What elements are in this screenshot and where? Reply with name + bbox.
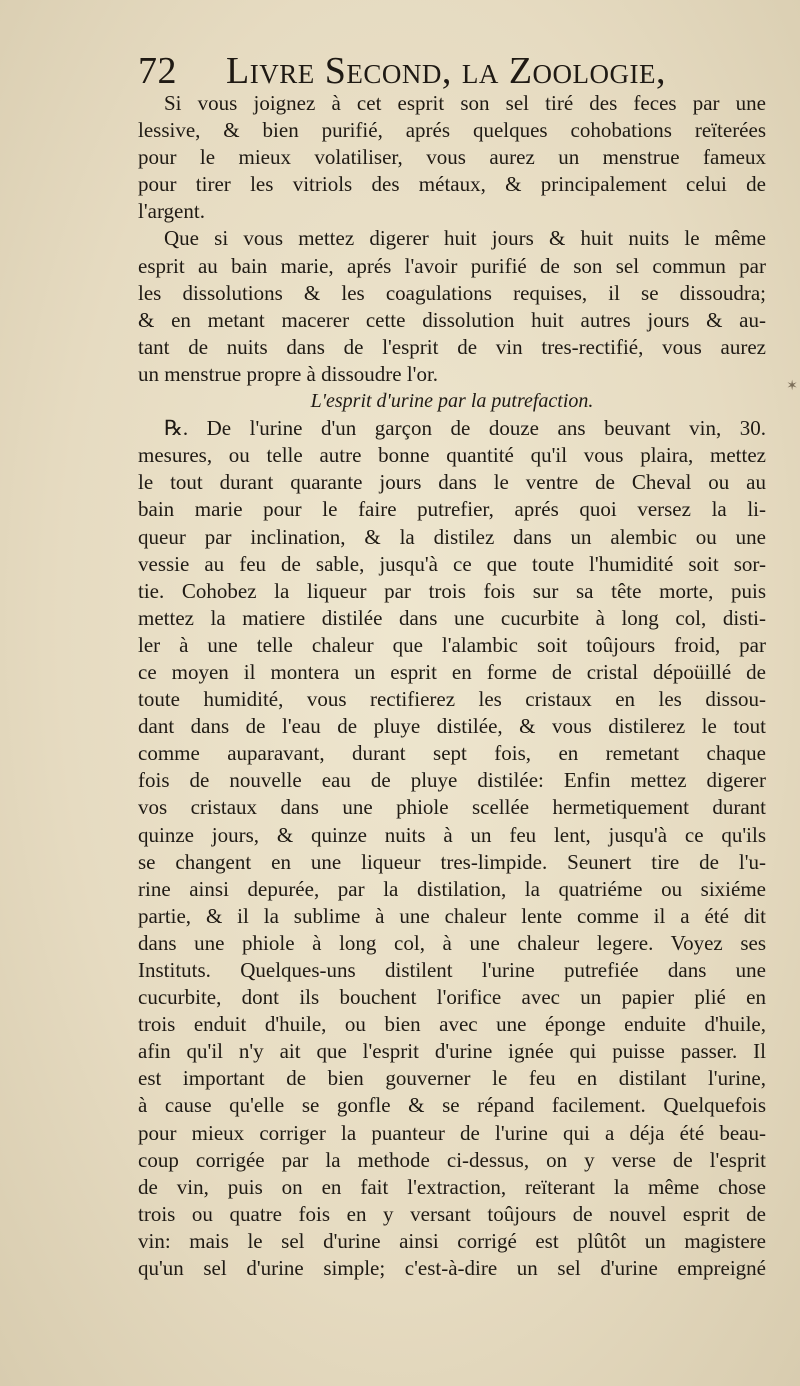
section-heading: L'esprit d'urine par la putrefaction. — [310, 390, 594, 413]
text-line: vessie au feu de sable, jusqu'à ce que toute l'humidité soit sor- — [138, 551, 766, 576]
text-line: pour tirer les vitriols des métaux, & principalement celui de — [138, 172, 766, 197]
text-line: à cause qu'elle se gonfle & se répand facilement. Quelquefois — [138, 1093, 766, 1118]
text-line: de vin, puis on en fait l'extraction, reïterant la même chose — [138, 1174, 766, 1199]
text-line: toute humidité, vous rectifierez les cristaux en les dissou- — [138, 687, 766, 712]
text-line: cucurbite, dont ils bouchent l'orifice avec un papier plié en — [138, 985, 766, 1010]
text-line: afin qu'il n'y ait que l'esprit d'urine ignée qui puisse passer. Il — [138, 1039, 766, 1064]
text-line: qu'un sel d'urine simple; c'est-à-dire un sel d'urine empreigné — [138, 1256, 766, 1281]
body-text — [138, 90, 766, 1282]
text-line: esprit au bain marie, aprés l'avoir purifié de son sel commun par — [138, 253, 766, 278]
text-line: vos cristaux dans une phiole scellée hermetiquement durant — [138, 795, 766, 820]
text-line: rine ainsi depurée, par la distilation, la quatriéme ou sixiéme — [138, 876, 766, 901]
text-line: trois enduit d'huile, ou bien avec une éponge enduite d'huile, — [138, 1012, 766, 1037]
text-line: dant dans de l'eau de pluye distilée, & vous distilerez le tout — [138, 714, 766, 739]
text-line: queur par inclination, & la distilez dans un alembic ou une — [138, 524, 766, 549]
text-line: quinze jours, & quinze nuits à un feu lent, jusqu'à ce qu'ils — [138, 822, 766, 847]
text-line: mettez la matiere distilée dans une cucurbite à long col, disti- — [138, 605, 766, 630]
text-line: & en metant macerer cette dissolution huit autres jours & au- — [138, 307, 766, 332]
text-line: est important de bien gouverner le feu en distilant l'urine, — [138, 1066, 766, 1091]
text-line: comme auparavant, durant sept fois, en remetant chaque — [138, 741, 766, 766]
text-line: dans une phiole à long col, à une chaleur legere. Voyez ses — [138, 930, 766, 955]
text-line: vin: mais le sel d'urine ainsi corrigé est plûtôt un magistere — [138, 1228, 766, 1253]
text-line: pour mieux corriger la puanteur de l'urine qui a déja été beau- — [138, 1120, 766, 1145]
text-line: trois ou quatre fois en y versant toûjours de nouvel esprit de — [138, 1201, 766, 1226]
text-line: l'argent. — [138, 199, 205, 224]
text-line: Instituts. Quelques-uns distilent l'urine putrefiée dans une — [138, 958, 766, 982]
text-line: Que si vous mettez digerer huit jours & huit nuits le même — [164, 226, 766, 251]
text-line: lessive, & bien purifié, aprés quelques cohobations reïterées — [138, 118, 766, 143]
text-line: ce moyen il montera un esprit en forme de cristal dépoüillé de — [138, 659, 766, 684]
text-line: se changent en une liqueur tres-limpide. Seunert tire de l'u- — [138, 849, 766, 874]
running-head — [138, 46, 778, 96]
text-line: mesures, ou telle autre bonne quantité qu'il vous plaira, mettez — [138, 443, 766, 468]
text-line: tant de nuits dans de l'esprit de vin tres-rectifié, vous aurez — [138, 334, 766, 359]
running-title: Livre Second, la Zoologie, — [226, 50, 667, 92]
margin-mark: ✶ — [786, 379, 798, 394]
page-number: 72 — [138, 50, 177, 92]
text-line: coup corrigée par la methode ci-dessus, on y verse de l'esprit — [138, 1147, 766, 1172]
text-line: ler à une telle chaleur que l'alambic soit toûjours froid, par — [138, 632, 766, 657]
text-line: les dissolutions & les coagulations requises, il se dissoudra; — [138, 280, 766, 305]
text-line: tie. Cohobez la liqueur par trois fois sur sa tête morte, puis — [138, 578, 766, 603]
text-line: le tout durant quarante jours dans le ventre de Cheval ou au — [138, 470, 766, 495]
text-line: pour le mieux volatiliser, vous aurez un menstrue fameux — [138, 145, 766, 170]
text-line: fois de nouvelle eau de pluye distilée: Enfin mettez digerer — [138, 768, 766, 793]
text-line: partie, & il la sublime à une chaleur lente comme il a été dit — [138, 903, 766, 928]
text-line: ℞. De l'urine d'un garçon de douze ans beuvant vin, 30. — [164, 416, 766, 441]
text-line: Si vous joignez à cet esprit son sel tiré des feces par une — [164, 91, 766, 115]
text-line: un menstrue propre à dissoudre l'or. — [138, 361, 439, 386]
text-line: bain marie pour le faire putrefier, aprés quoi versez la li- — [138, 497, 766, 522]
